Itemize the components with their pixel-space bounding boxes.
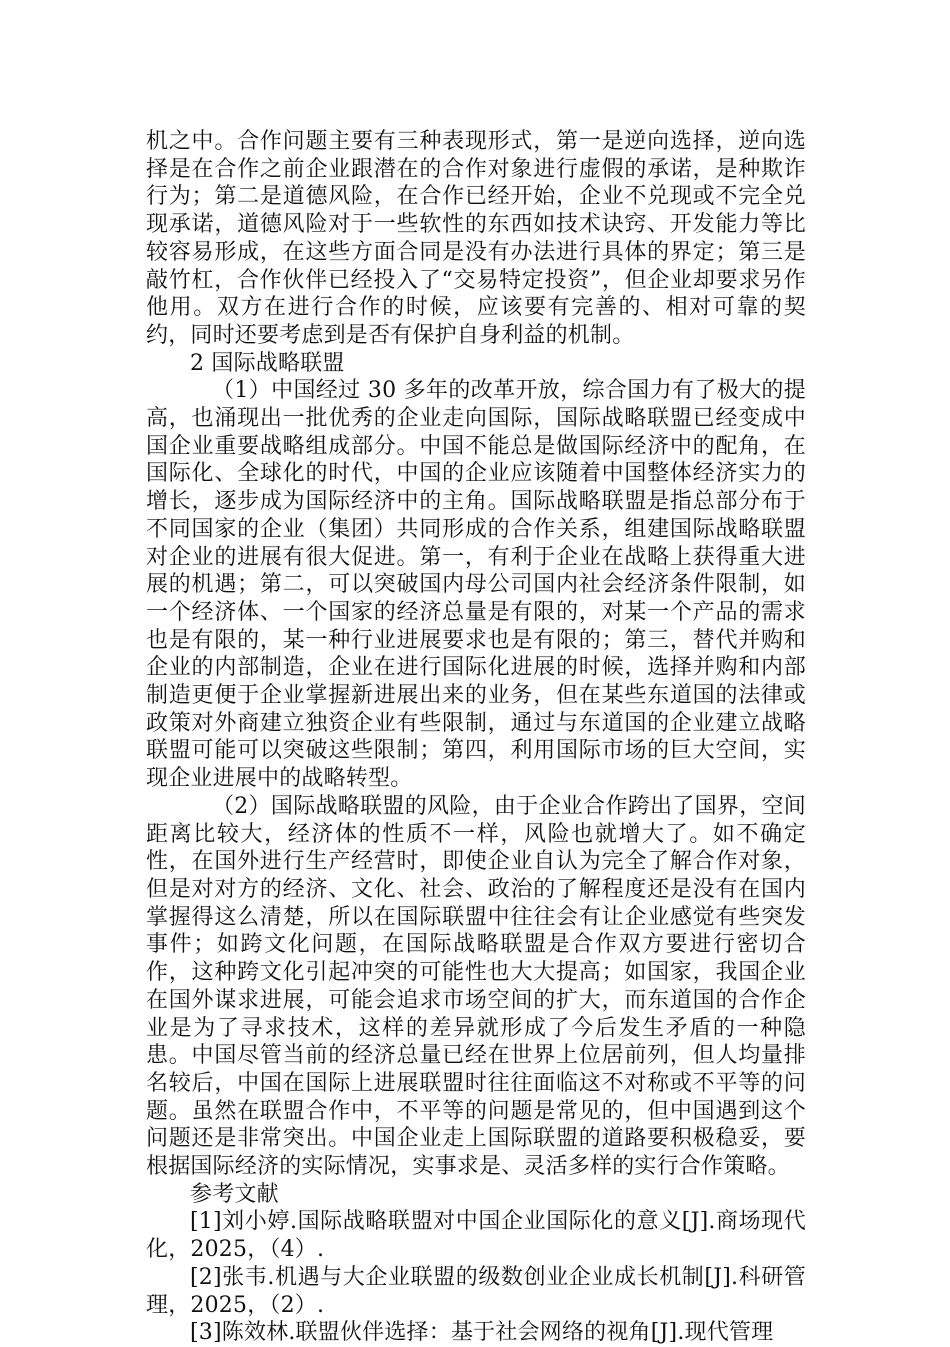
body-paragraph: （2）国际战略联盟的风险，由于企业合作跨出了国界，空间距离比较大，经济体的性质不一样，风险也就增大了。如不确定性，在国外进行生产经营时，即使企业自认为完全了解合作对象，但是对对方的经济、文化、社会、政治的了解程度还是没有在国内掌握得这么清楚，所以在国际联盟中往往会有让企业感觉有些突发事件；如跨文化问题，在国际战略联盟是合作双方要进行密切合作，这种跨文化引起冲突的可能性也大大提高；如国家，我国企业在国外谋求进展，可能会追求市场空间的扩大，而东道国的合作企业是为了寻求技术，这样的差异就形成了今后发生矛盾的一种隐患。中国尽管当前的经济总量已经在世界上位居前列，但人均量排名较后，中国在国际上进展联盟时往往面临这不对称或不平等的问题。虽然在联盟合作中，不平等的问题是常见的，但中国遇到这个问题还是非常突出。中国企业走上国际联盟的道路要积极稳妥，要根据国际经济的实际情况，实事求是、灵活多样的实行合作策略。 <box>146 793 806 1180</box>
body-paragraph-continuation: 机之中。合作问题主要有三种表现形式，第一是逆向选择，逆向选择是在合作之前企业跟潜在的合作对象进行虚假的承诺，是种欺诈行为；第二是道德风险，在合作已经开始，企业不兑现或不完全兑现承诺，道德风险对于一些软性的东西如技术诀窍、开发能力等比较容易形成，在这些方面合同是没有办法进行具体的界定；第三是敲竹杠，合作伙伴已经投入了“交易特定投资”，但企业却要求另作他用。双方在进行合作的时候，应该要有完善的、相对可靠的契约，同时还要考虑到是否有保护自身利益的机制。 <box>146 129 806 348</box>
body-paragraph: （1）中国经过 30 多年的改革开放，综合国力有了极大的提高，也涌现出一批优秀的企业走向国际，国际战略联盟已经变成中国企业重要战略组成部分。中国不能总是做国际经济中的配角，在国际化、全球化的时代，中国的企业应该随着中国整体经济实力的增长，逐步成为国际经济中的主角。国际战略联盟是指总部分布于不同国家的企业（集团）共同形成的合作关系，组建国际战略联盟对企业的进展有很大促进。第一，有利于企业在战略上获得重大进展的机遇；第二，可以突破国内母公司国内社会经济条件限制，如一个经济体、一个国家的经济总量是有限的，对某一个产品的需求也是有限的，某一种行业进展要求也是有限的；第三，替代并购和企业的内部制造，企业在进行国际化进展的时候，选择并购和内部制造更便于企业掌握新进展出来的业务，但在某些东道国的法律或政策对外商建立独资企业有些限制，通过与东道国的企业建立战略联盟可能可以突破这些限制；第四，利用国际市场的巨大空间，实现企业进展中的战略转型。 <box>146 378 806 792</box>
reference-item: [2]张韦.机遇与大企业联盟的级数创业企业成长机制[J].科研管理，2025，（2）. <box>146 1264 806 1318</box>
reference-item: [3]陈效林.联盟伙伴选择：基于社会网络的视角[J].现代管理 <box>190 1320 774 1346</box>
reference-item: [1]刘小婷.国际战略联盟对中国企业国际化的意义[J].商场现代化，2025，（4）. <box>146 1209 806 1263</box>
references-heading: 参考文献 <box>190 1181 279 1207</box>
section-heading: 2 国际战略联盟 <box>190 350 345 376</box>
document-body <box>146 128 806 1347</box>
